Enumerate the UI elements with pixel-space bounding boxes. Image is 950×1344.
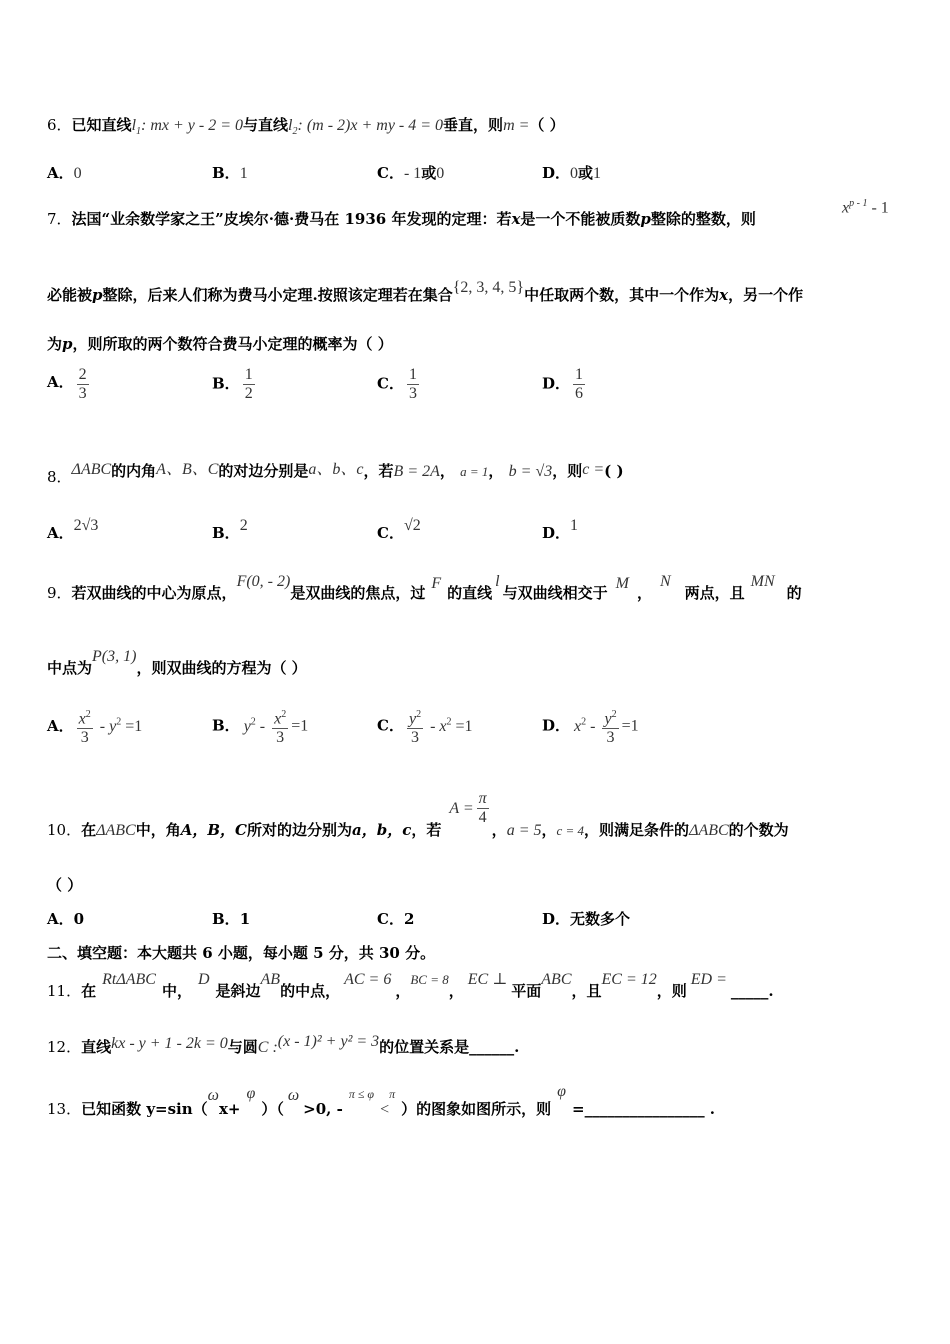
q6-line1: $l_1$: mx + y - 2 = 0 — [131, 117, 244, 138]
q10-option-a[interactable]: A．0 — [47, 910, 85, 928]
q9-option-b[interactable]: B． $y^2$ - $\frac{x^2}{3}$ =1 — [212, 706, 308, 747]
q9-stem-line2: 中点为P(3, 1)，则双曲线的方程为（ ） — [47, 648, 307, 677]
q7-set: {2, 3, 4, 5} — [452, 279, 525, 296]
q7-option-d[interactable]: D． $\frac{1}{6}$ — [542, 366, 584, 402]
q7-option-b[interactable]: B． $\frac{1}{2}$ — [212, 366, 253, 402]
q10-option-c[interactable]: C．2 — [377, 910, 415, 928]
q9-stem-line1: 9．若双曲线的中心为原点，F(0, - 2)是双曲线的焦点，过F的直线l与双曲线相交于M，N两点，且MN的 — [47, 573, 802, 602]
q7-option-c[interactable]: C． $\frac{1}{3}$ — [377, 366, 417, 402]
q10-option-d[interactable]: D．无数多个 — [542, 910, 631, 928]
q6-option-c[interactable]: C．- 1或0 — [377, 164, 445, 182]
q8-stem: 8．ΔABC的内角A、B、C的对边分别是a、b、c，若B = 2A， a = 1， b = √3，则c =( ) — [47, 461, 624, 486]
q7-stem-line3: 为p，则所取的两个数符合费马小定理的概率为（ ） — [47, 335, 393, 353]
q9-option-a[interactable]: A． $\frac{x^2}{3}$ - $y^2 =1$ — [47, 706, 142, 747]
q7-fermat-expr: $x^{p - 1} - 1$ — [842, 198, 889, 217]
section-heading: 二、填空题：本大题共 6 小题，每小题 5 分，共 30 分。 — [47, 944, 436, 962]
q9-option-c[interactable]: C． $\frac{y^2}{3}$ - $x^2 =1$ — [377, 706, 473, 747]
q6-option-b[interactable]: B．1 — [212, 164, 248, 182]
q10-option-b[interactable]: B．1 — [212, 910, 251, 928]
q7-stem-line2: 必能被p整除，后来人们称为费马小定理.按照该定理若在集合{2, 3, 4, 5}中任取两个数，其中一个作为x，另一个作 — [47, 279, 804, 304]
q7-option-a[interactable]: A． $\frac{2}{3}$ — [47, 366, 87, 402]
q8-option-d[interactable]: D．1 — [542, 517, 579, 542]
q6-option-a[interactable]: A．0 — [47, 164, 82, 182]
q6-option-d[interactable]: D．0或1 — [542, 164, 602, 182]
q8-option-a[interactable]: A．2√3 — [47, 517, 99, 542]
q9-option-d[interactable]: D． $x^2$ - $\frac{y^2}{3}$ =1 — [542, 706, 639, 747]
q11-stem: 11．在RtΔABC中，D是斜边AB的中点，AC = 6，BC = 8，EC ⊥平面ABC，且EC = 12，则ED =_____. — [47, 971, 774, 1000]
q10-paren: （ ） — [47, 876, 83, 894]
q6-stem: 6．已知直线$l_1$: mx + y - 2 = 0与直线$l_2$: (m - 2)x + my - 4 = 0垂直，则m =（ ） — [47, 116, 565, 138]
q10-stem: 10．在ΔABC中，角A，B，C所对的边分别为a，b，c，若A = $\frac{\pi}{4}$ ，a = 5，c = 4，则满足条件的ΔABC的个数为 — [47, 790, 789, 839]
q7-stem-line1: 7．法国“业余数学家之王”皮埃尔·德·费马在 1936 年发现的定理：若x是一个不能被质数p整除的整数，则 — [47, 210, 756, 228]
q6-number: 6． — [47, 116, 72, 134]
q13-stem: 13．已知函数 y=sin（ωx+φ）（ω>0, -$^{\pi \le \varphi}$<$^\pi$）的图象如图所示，则φ=________________ . — [47, 1083, 716, 1118]
q8-option-c[interactable]: C．√2 — [377, 517, 421, 542]
q8-option-b[interactable]: B．2 — [212, 517, 248, 542]
q12-stem: 12．直线kx - y + 1 - 2k = 0与圆C :(x - 1)² + y² = 3的位置关系是______. — [47, 1033, 520, 1056]
q6-line2: $l_2$: (m - 2)x + my - 4 = 0 — [288, 117, 444, 138]
